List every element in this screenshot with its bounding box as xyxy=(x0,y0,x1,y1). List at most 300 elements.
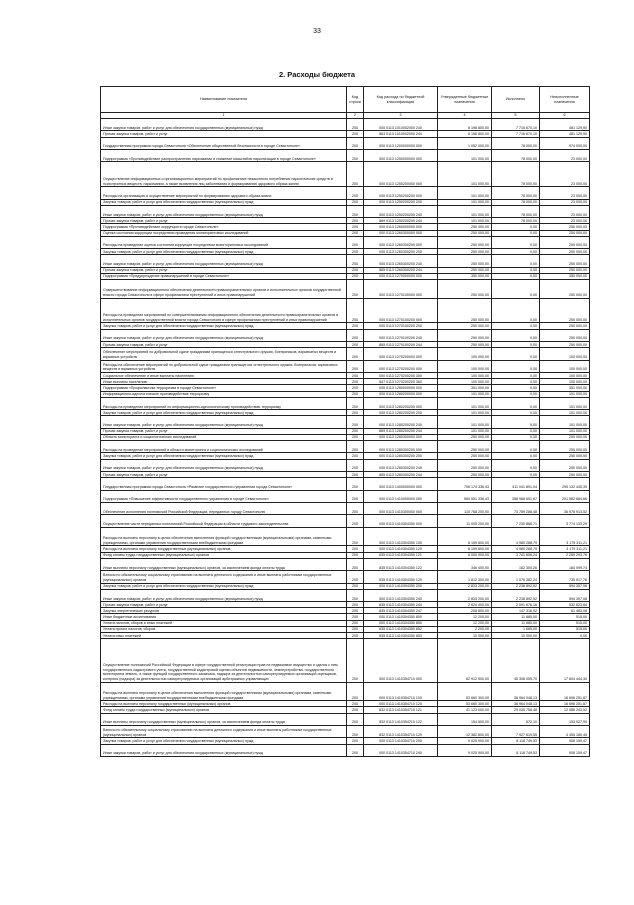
table-row xyxy=(101,236,590,248)
row-executed: 0,00 xyxy=(492,379,540,385)
table-row xyxy=(101,527,590,546)
row-executed: 0,00 xyxy=(492,329,540,341)
table-row xyxy=(101,515,590,527)
row-budget-code: 000 0113 1410354710 120 xyxy=(364,701,438,707)
row-name: Совершенствование информационного обеспечения деятельности правоохранительных органов и исполнительных органов государственной власти города Севастополя в сфере профилактики преступлений и иных правонарушений xyxy=(101,280,347,299)
row-name: Расходы на проведение мероприятий по совершенствованию информационного обеспечения деятельности правоохранительных органов и исполнительных органов государственной власти города Севастополя в сфере профилактики преступлений и иных правонарушений xyxy=(101,298,347,323)
row-line-code: 200 xyxy=(347,738,364,744)
row-budget-code: 000 0113 1410304350 120 xyxy=(364,546,438,552)
row-executed: 0,00 xyxy=(492,249,540,255)
row-executed: 4 980 288,79 xyxy=(492,527,540,546)
row-approved: 8 198 800,00 xyxy=(438,119,492,131)
row-remaining: 250 000,00 xyxy=(540,472,590,478)
row-executed: 36 964 048,13 xyxy=(492,701,540,707)
row-budget-code: 835 0113 1410304350 247 xyxy=(364,608,438,614)
row-budget-code: 847 0113 1270200200 360 xyxy=(364,379,438,385)
row-executed: 78 000,00 xyxy=(492,137,540,149)
row-remaining: 23 000,00 xyxy=(540,199,590,205)
row-line-code: 200 xyxy=(347,515,364,527)
table-row xyxy=(101,682,590,701)
row-remaining: 100 000,00 xyxy=(540,372,590,378)
row-remaining: 2 259 293,76 xyxy=(540,552,590,558)
row-name: Осуществление части переданных полномочий Российской Федерации в области трудового законодательства xyxy=(101,515,347,527)
row-budget-code: 000 0113 1270200000 000 xyxy=(364,348,438,360)
column-number: 4 xyxy=(438,113,492,119)
row-approved: 8 198 800,00 xyxy=(438,131,492,137)
row-line-code: 200 xyxy=(347,372,364,378)
row-budget-code: 000 0113 1400000000 000 xyxy=(364,478,438,490)
row-approved: 154 600,00 xyxy=(438,713,492,725)
row-executed: 0,00 xyxy=(492,410,540,416)
row-executed: 0,00 xyxy=(492,453,540,459)
row-name: Закупка товаров, работ и услуг для обеспечения государственных (муниципальных) нужд xyxy=(101,738,347,744)
table-row xyxy=(101,329,590,341)
column-number: 5 xyxy=(492,113,540,119)
row-executed: 0,00 xyxy=(492,224,540,230)
row-remaining: 250 000,00 xyxy=(540,267,590,273)
row-executed: 0,00 xyxy=(492,348,540,360)
row-line-code: 200 xyxy=(347,620,364,626)
header-budget-code: Код расхода по бюджетной классификации xyxy=(364,87,438,113)
row-name: Иные закупки товаров, работ и услуг для обеспечения государственных (муниципальных) нужд xyxy=(101,255,347,267)
row-name: Прочая закупка товаров, работ и услуг xyxy=(101,602,347,608)
row-name: Подпрограмма «Предупреждение правонарушений в городе Севастополе» xyxy=(101,273,347,279)
row-remaining: 101 000,00 xyxy=(540,416,590,428)
row-approved: 101 000,00 xyxy=(438,162,492,187)
row-remaining: 3 179 311,21 xyxy=(540,527,590,546)
row-name: Закупка товаров, работ и услуг для обеспечения государственных (муниципальных) нужд xyxy=(101,323,347,329)
row-approved: 101 000,00 xyxy=(438,149,492,161)
row-budget-code: 000 0113 1280000000 000 xyxy=(364,385,438,391)
table-row xyxy=(101,360,590,372)
row-name: Иные закупки товаров, работ и услуг для обеспечения государственных (муниципальных) нужд xyxy=(101,205,347,217)
row-executed: 0,00 xyxy=(492,273,540,279)
row-budget-code: 000 0113 1410354710 100 xyxy=(364,682,438,701)
row-remaining: 3 774 133,29 xyxy=(540,515,590,527)
row-executed: 7 716 670,10 xyxy=(492,119,540,131)
row-line-code: 200 xyxy=(347,602,364,608)
row-name: Иные закупки товаров, работ и услуг для обеспечения государственных (муниципальных) нужд xyxy=(101,459,347,471)
row-line-code: 200 xyxy=(347,360,364,372)
table-header-row xyxy=(101,87,590,113)
row-budget-code: 835 0113 1410304350 244 xyxy=(364,602,438,608)
row-executed: 0,00 xyxy=(492,255,540,267)
row-budget-code: 000 0113 1410304350 000 xyxy=(364,515,438,527)
row-name: Закупка товаров, работ и услуг для обеспечения государственных (муниципальных) нужд xyxy=(101,199,347,205)
table-row xyxy=(101,205,590,217)
row-line-code: 200 xyxy=(347,329,364,341)
row-executed: 8 118 749,53 xyxy=(492,738,540,744)
row-budget-code: 000 0113 1280300200 240 xyxy=(364,459,438,471)
row-line-code: 200 xyxy=(347,397,364,409)
row-budget-code: 000 0113 1410354710 200 xyxy=(364,738,438,744)
row-budget-code: 000 0113 1410304350 100 xyxy=(364,527,438,546)
row-line-code: 200 xyxy=(347,583,364,589)
row-remaining: 250 000,00 xyxy=(540,329,590,341)
row-approved: 101 000,00 xyxy=(438,199,492,205)
row-line-code: 200 xyxy=(347,441,364,453)
row-line-code: 200 xyxy=(347,434,364,440)
table-row xyxy=(101,280,590,299)
row-approved: 101 000,00 xyxy=(438,397,492,409)
row-name: Подпрограмма «Противодействие коррупции в городе Севастополе» xyxy=(101,224,347,230)
row-remaining: 594 307,08 xyxy=(540,583,590,589)
row-budget-code: 000 0113 1010002000 240 xyxy=(364,119,438,131)
row-line-code: 200 xyxy=(347,558,364,570)
row-remaining: 23 000,00 xyxy=(540,162,590,187)
row-line-code: 200 xyxy=(347,342,364,348)
row-remaining: 250 000,00 xyxy=(540,453,590,459)
row-line-code: 200 xyxy=(347,453,364,459)
row-budget-code: 835 0113 1410304350 122 xyxy=(364,558,438,570)
row-remaining: 100 000,00 xyxy=(540,348,590,360)
row-line-code: 200 xyxy=(347,379,364,385)
row-executed: 0,00 xyxy=(492,267,540,273)
row-name: Государственная программа города Севастополя «Развитие государственного управления города Севастополя» xyxy=(101,478,347,490)
row-remaining: 23 000,00 xyxy=(540,149,590,161)
row-executed: 7 716 670,10 xyxy=(492,131,540,137)
row-approved: 250 000,00 xyxy=(438,230,492,236)
row-remaining: 101 000,00 xyxy=(540,397,590,409)
row-name: Осуществление полномочий Российской Федерации в сфере государственной регистрации прав на недвижимое имущество и сделок с ним, государственного кадастрового учета, государственной кадастровой оценки объектов недвижимости, землеустройства, государственного мониторинга земель, а также функций государственного заказчика, надзора за деятельностью саморегулируемых организаций оценщиков, контроля (надзора) за деятельностью саморегулируемых организаций арбитражных управляющих xyxy=(101,639,347,682)
row-line-code: 200 xyxy=(347,639,364,682)
column-number: 1 xyxy=(101,113,347,119)
row-remaining: 532 823,84 xyxy=(540,602,590,608)
row-name: Расходы на обеспечение мероприятий по добровольной сдаче гражданами хранящегося огнестрельного оружия, боеприпасов, взрывчатых веществ и взрывных устройств xyxy=(101,360,347,372)
row-remaining: 17 604 444,30 xyxy=(540,639,590,682)
row-budget-code: 865 0113 1270100200 244 xyxy=(364,342,438,348)
row-approved: 1 052 000,00 xyxy=(438,137,492,149)
row-remaining: 16 696 251,87 xyxy=(540,682,590,701)
row-budget-code: 000 0113 1260300200 240 xyxy=(364,255,438,267)
row-name: Уплата налогов, сборов и иных платежей xyxy=(101,620,347,626)
row-approved: 2 833 200,00 xyxy=(438,583,492,589)
row-line-code: 200 xyxy=(347,552,364,558)
row-line-code: 200 xyxy=(347,230,364,236)
row-budget-code: 000 0113 1200000000 000 xyxy=(364,137,438,149)
row-budget-code: 000 0113 1260300200 000 xyxy=(364,236,438,248)
table-row xyxy=(101,571,590,583)
row-name: Расходы на проведение мероприятий по информационно-идеологическому противодействию терроризму xyxy=(101,397,347,409)
row-approved: 101 000,00 xyxy=(438,391,492,397)
row-executed: 1 076 382,24 xyxy=(492,571,540,583)
row-approved: 250 000,00 xyxy=(438,255,492,267)
row-executed: 411 041 891,04 xyxy=(492,478,540,490)
table-row xyxy=(101,459,590,471)
row-remaining: 23 000,00 xyxy=(540,205,590,217)
row-budget-code: 000 0113 1410354710 000 xyxy=(364,639,438,682)
row-approved: 12 382 800,00 xyxy=(438,725,492,737)
row-executed: 0,00 xyxy=(492,428,540,434)
row-name: Расходы на выплаты персоналу государственных (муниципальных) органов xyxy=(101,701,347,707)
row-budget-code: 000 0113 1280300200 000 xyxy=(364,441,438,453)
row-line-code: 200 xyxy=(347,701,364,707)
row-budget-code: 000 0113 1250000000 000 xyxy=(364,149,438,161)
row-name: Информационно-идеологическое противодействие терроризму xyxy=(101,391,347,397)
row-approved: 41 123 000,00 xyxy=(438,707,492,713)
row-remaining: 295 132 445,39 xyxy=(540,478,590,490)
row-name: Прочая закупка товаров, работ и услуг xyxy=(101,472,347,478)
row-budget-code: 832 0113 1410354710 121 xyxy=(364,707,438,713)
row-approved: 110 768 200,00 xyxy=(438,503,492,515)
row-name: Расходы на выплаты персоналу в целях обеспечения выполнения функций государственными (муниципальными) органами, казенными учреждениями, органами управления государственными внебюджетными фондами xyxy=(101,527,347,546)
row-line-code: 200 xyxy=(347,255,364,267)
row-budget-code: 835 0113 1410304350 853 xyxy=(364,633,438,639)
row-budget-code: 000 0113 1280300200 200 xyxy=(364,453,438,459)
row-approved: 101 000,00 xyxy=(438,218,492,224)
row-remaining: 515,00 xyxy=(540,626,590,632)
row-line-code: 200 xyxy=(347,546,364,552)
row-executed: 78 000,00 xyxy=(492,162,540,187)
row-approved: 62 912 500,00 xyxy=(438,639,492,682)
row-approved: 101 000,00 xyxy=(438,416,492,428)
row-remaining: 250 000,00 xyxy=(540,298,590,323)
row-line-code: 200 xyxy=(347,614,364,620)
row-budget-code: 000 0113 1410300000 000 xyxy=(364,503,438,515)
row-budget-code: 000 0113 1270200200 300 xyxy=(364,372,438,378)
row-approved: 2 624 400,00 xyxy=(438,602,492,608)
row-line-code: 200 xyxy=(347,267,364,273)
row-budget-code: 000 0113 1410304350 200 xyxy=(364,583,438,589)
row-approved: 2 833 200,00 xyxy=(438,589,492,601)
row-line-code: 200 xyxy=(347,571,364,583)
row-name: Расходы на выплаты персоналу государственных (муниципальных) органов xyxy=(101,546,347,552)
row-name: Социальное обеспечение и иные выплаты населению xyxy=(101,372,347,378)
row-budget-code: 000 0113 1410304350 800 xyxy=(364,614,438,620)
row-name: Закупка товаров, работ и услуг для обеспечения государственных (муниципальных) нужд xyxy=(101,583,347,589)
row-name: Прочая закупка товаров, работ и услуг xyxy=(101,218,347,224)
row-executed: 0,00 xyxy=(492,323,540,329)
row-name: Оценка состояния коррупции посредством проведения мониторинговых исследований xyxy=(101,230,347,236)
row-line-code: 200 xyxy=(347,236,364,248)
row-executed: 2 238 892,92 xyxy=(492,589,540,601)
table-row xyxy=(101,490,590,502)
row-approved: 11 005 200,00 xyxy=(438,515,492,527)
row-name: Осуществление информационных и организационных мероприятий по профилактике незаконного потребления наркотических средств и психотропных веществ, наркомании, а также выявления лиц заболевания и формированию здорового образа жизни xyxy=(101,162,347,187)
row-budget-code: 835 0113 1410304350 852 xyxy=(364,626,438,632)
row-line-code: 200 xyxy=(347,205,364,217)
row-approved: 53 660 300,00 xyxy=(438,701,492,707)
row-budget-code: 000 0113 1410000000 000 xyxy=(364,490,438,502)
row-remaining: 908 150,47 xyxy=(540,744,590,756)
row-remaining: 481 129,90 xyxy=(540,131,590,137)
row-executed: 0,00 xyxy=(492,434,540,440)
header-name: Наименование показателя xyxy=(101,87,347,113)
row-remaining: 101 000,00 xyxy=(540,391,590,397)
row-approved: 100 000,00 xyxy=(438,348,492,360)
row-remaining: 16 696 251,87 xyxy=(540,701,590,707)
row-executed: 0,00 xyxy=(492,397,540,409)
row-executed: 672,10 xyxy=(492,713,540,725)
table-row xyxy=(101,298,590,323)
row-line-code: 200 xyxy=(347,633,364,639)
row-line-code: 200 xyxy=(347,503,364,515)
row-line-code: 200 xyxy=(347,682,364,701)
row-remaining: 250 000,00 xyxy=(540,323,590,329)
row-remaining: 250 000,00 xyxy=(540,230,590,236)
column-number: 3 xyxy=(364,113,438,119)
row-remaining: 4 455 180,45 xyxy=(540,725,590,737)
row-approved: 101 000,00 xyxy=(438,428,492,434)
row-executed: 7 927 619,55 xyxy=(492,725,540,737)
row-budget-code: 000 0113 1260300000 000 xyxy=(364,230,438,236)
row-line-code: 200 xyxy=(347,385,364,391)
row-line-code: 200 xyxy=(347,725,364,737)
table-row xyxy=(101,149,590,161)
row-line-code: 200 xyxy=(347,428,364,434)
row-line-code: 200 xyxy=(347,459,364,471)
page-number: 33 xyxy=(313,28,321,35)
row-line-code: 200 xyxy=(347,626,364,632)
row-approved: 8 159 600,00 xyxy=(438,546,492,552)
row-name: Подпрограмма «Повышение эффективности государственного управления в городе Севастополе» xyxy=(101,490,347,502)
row-budget-code: 000 0113 1260000000 000 xyxy=(364,224,438,230)
row-line-code: 200 xyxy=(347,218,364,224)
row-line-code: 200 xyxy=(347,416,364,428)
row-approved: 250 000,00 xyxy=(438,329,492,341)
row-line-code: 200 xyxy=(347,478,364,490)
row-executed: 10 000,00 xyxy=(492,633,540,639)
row-executed: 4 980 288,79 xyxy=(492,546,540,552)
row-approved: 250 000,00 xyxy=(438,236,492,248)
row-name: Иные выплаты персоналу государственных (муниципальных) органов, за исключением фонда оплаты труда xyxy=(101,558,347,570)
row-name: Иные закупки товаров, работ и услуг для обеспечения государственных (муниципальных) нужд xyxy=(101,329,347,341)
row-approved: 346 400,00 xyxy=(438,558,492,570)
row-line-code: 200 xyxy=(347,348,364,360)
row-remaining: 974 000,00 xyxy=(540,137,590,149)
row-approved: 250 000,00 xyxy=(438,224,492,230)
row-remaining: 250 000,00 xyxy=(540,249,590,255)
row-name: Иные закупки товаров, работ и услуг для обеспечения государственных (муниципальных) нужд xyxy=(101,416,347,428)
row-remaining: 3 179 311,21 xyxy=(540,546,590,552)
row-line-code: 200 xyxy=(347,224,364,230)
row-approved: 706 174 336,43 xyxy=(438,478,492,490)
column-number: 6 xyxy=(540,113,590,119)
row-budget-code: 000 0113 1410304350 850 xyxy=(364,620,438,626)
row-line-code: 200 xyxy=(347,199,364,205)
row-approved: 208 800,00 xyxy=(438,608,492,614)
row-name: Иные бюджетные ассигнования xyxy=(101,614,347,620)
row-remaining: 101 000,00 xyxy=(540,428,590,434)
row-budget-code: 000 0113 1280300000 000 xyxy=(364,434,438,440)
row-line-code: 200 xyxy=(347,273,364,279)
row-line-code: 200 xyxy=(347,137,364,149)
row-approved: 350 000,00 xyxy=(438,273,492,279)
row-remaining: 908 150,47 xyxy=(540,738,590,744)
row-line-code: 200 xyxy=(347,298,364,323)
row-executed: 0,00 xyxy=(492,385,540,391)
header-line-code: Код строки xyxy=(347,87,364,113)
row-approved: 101 000,00 xyxy=(438,205,492,217)
row-name: Область мониторинга и социологических исследований xyxy=(101,434,347,440)
row-approved: 250 000,00 xyxy=(438,459,492,471)
row-budget-code: 000 0113 1280200200 000 xyxy=(364,397,438,409)
row-remaining: 0,00 xyxy=(540,633,590,639)
row-name: Закупка энергетических ресурсов xyxy=(101,608,347,614)
row-approved: 100 000,00 xyxy=(438,379,492,385)
section-title: 2. Расходы бюджета xyxy=(278,70,356,79)
row-approved: 101 000,00 xyxy=(438,187,492,199)
row-line-code: 200 xyxy=(347,280,364,299)
row-executed: 78 000,00 xyxy=(492,205,540,217)
row-line-code: 200 xyxy=(347,608,364,614)
row-remaining: 184 099,74 xyxy=(540,558,590,570)
row-approved: 250 000,00 xyxy=(438,342,492,348)
row-remaining: 101 000,00 xyxy=(540,410,590,416)
table-row xyxy=(101,558,590,570)
row-budget-code: 832 0113 1410354710 122 xyxy=(364,713,438,725)
row-name: Закупка товаров, работ и услуг для обеспечения государственных (муниципальных) нужд xyxy=(101,249,347,255)
row-budget-code: 000 0113 1410354710 240 xyxy=(364,744,438,756)
row-executed: 0,00 xyxy=(492,416,540,428)
row-executed: 0,00 xyxy=(492,360,540,372)
row-approved: 250 000,00 xyxy=(438,323,492,329)
row-remaining: 250 000,00 xyxy=(540,441,590,453)
row-remaining: 36 978 913,52 xyxy=(540,503,590,515)
row-budget-code: 000 0113 1270100200 240 xyxy=(364,329,438,341)
row-executed: 147 316,92 xyxy=(492,608,540,614)
row-name: Обеспечение мероприятий по добровольной сдаче гражданами хранящегося огнестрельного оружия, боеприпасов, взрывчатых веществ и взрывных устройств xyxy=(101,348,347,360)
row-approved: 100 000,00 xyxy=(438,360,492,372)
row-approved: 1 812 300,00 xyxy=(438,571,492,583)
row-approved: 100 000,00 xyxy=(438,372,492,378)
row-remaining: 23 000,00 xyxy=(540,218,590,224)
row-name: Подпрограмма «Профилактика терроризма в городе Севастополе» xyxy=(101,385,347,391)
table-row xyxy=(101,416,590,428)
row-executed: 45 308 055,70 xyxy=(492,639,540,682)
row-executed: 0,00 xyxy=(492,342,540,348)
row-name: Прочая закупка товаров, работ и услуг xyxy=(101,428,347,434)
row-line-code: 200 xyxy=(347,527,364,546)
table-row xyxy=(101,639,590,682)
row-line-code: 200 xyxy=(347,744,364,756)
row-approved: 12 200,00 xyxy=(438,620,492,626)
row-budget-code: 000 0113 1280200200 240 xyxy=(364,416,438,428)
row-remaining: 250 000,00 xyxy=(540,342,590,348)
row-approved: 250 000,00 xyxy=(438,441,492,453)
row-executed: 0,00 xyxy=(492,472,540,478)
row-approved: 351 000,00 xyxy=(438,385,492,391)
row-budget-code: 000 0113 1270200200 000 xyxy=(364,360,438,372)
row-budget-code: 000 0113 1270100200 000 xyxy=(364,298,438,323)
row-approved: 250 000,00 xyxy=(438,249,492,255)
row-line-code: 200 xyxy=(347,391,364,397)
header-remaining: Неисполненные назначения xyxy=(540,87,590,113)
row-budget-code: 865 0113 1260300200 244 xyxy=(364,267,438,273)
row-approved: 6 000 900,00 xyxy=(438,552,492,558)
row-budget-code: 832 0113 1410354710 129 xyxy=(364,725,438,737)
row-line-code: 200 xyxy=(347,589,364,601)
table-row xyxy=(101,187,590,199)
row-remaining: 250 000,00 xyxy=(540,224,590,230)
table-row xyxy=(101,503,590,515)
table-row xyxy=(101,162,590,187)
row-name: Расходы на проведение мероприятий в области мониторинга и социологических исследований xyxy=(101,441,347,453)
row-line-code: 200 xyxy=(347,187,364,199)
table-row xyxy=(101,441,590,453)
row-remaining: 100 000,00 xyxy=(540,360,590,372)
row-executed: 3 741 606,24 xyxy=(492,552,540,558)
row-name: Иные выплаты населению xyxy=(101,379,347,385)
table-row xyxy=(101,348,590,360)
row-line-code: 200 xyxy=(347,323,364,329)
row-approved: 9 025 900,00 xyxy=(438,738,492,744)
row-line-code: 200 xyxy=(347,713,364,725)
table-row xyxy=(101,137,590,149)
row-remaining: 201 582 684,66 xyxy=(540,490,590,502)
row-budget-code: 000 0113 1280200200 200 xyxy=(364,410,438,416)
row-name: Уплата иных платежей xyxy=(101,633,347,639)
